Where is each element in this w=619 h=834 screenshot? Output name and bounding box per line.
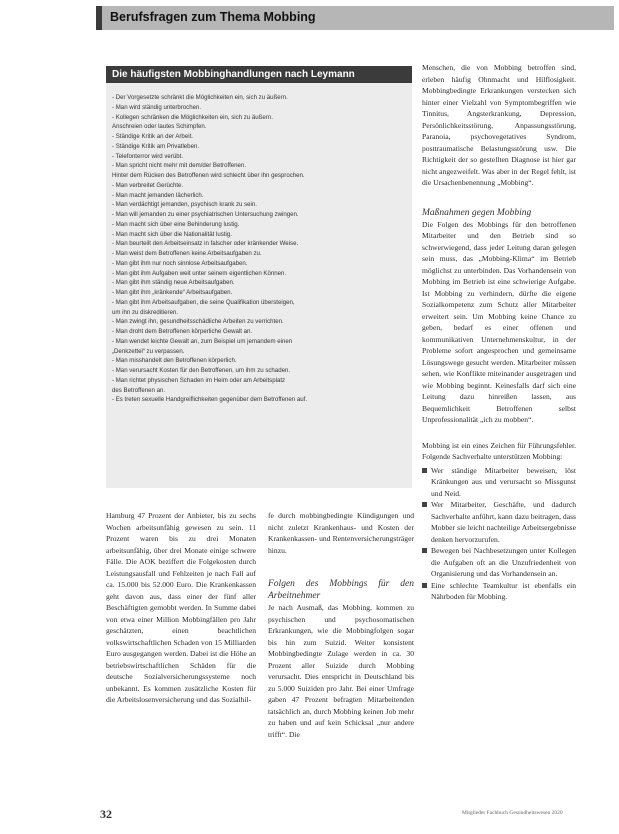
list-item: um ihn zu diskreditieren.	[112, 308, 179, 316]
list-item: - Man verbreitet Gerüchte.	[112, 181, 184, 189]
list-item: - Man wird ständig unterbrochen.	[112, 103, 202, 111]
footer-note: Mitglieder Fachbuch Gesundheitswesen 2020	[462, 810, 563, 816]
list-item: „Denkzettel“ zu verpassen.	[112, 347, 185, 355]
list-item: - Man misshandelt den Betroffenen körperlich.	[112, 357, 237, 365]
list-item: - Man gibt ihm Arbeitsaufgaben, die seine Qualifikation übersteigen,	[112, 298, 295, 306]
header-accent	[96, 6, 102, 30]
list-item: - Kollegen schränken die Möglichkeiten ein, sich zu äußern.	[112, 113, 273, 121]
right-column-intro: Menschen, die von Mobbing betroffen sind, erleben häufig Ohnmacht und Hilflosigkeit. Mobbingbedingte Erkrankungen verstecken sich hinter einer Vielzahl von Symptombegriffen wie Tinnitus, Angsterkrankung, Depression, Persönlichkeitsstörung, Anpassungsstörung, Paranoia, psychovegetatives Syndrom, posttraumatische Belastungsstörung usw. Die Richtigkeit der so gestellten Diagnose ist hier gar nicht angezweifelt. Was aber in der Regel fehlt, ist die Ursachenbenennung „Mobbing“.	[422, 63, 576, 187]
middle-section-title: Folgen des Mobbings für den Arbeitnehmer	[268, 579, 414, 601]
list-item: - Man gibt ihm Aufgaben weit unter seinem eigentlichen Können.	[112, 269, 287, 277]
right-list-intro: Mobbing ist ein eines Zeichen für Führungsfehler. Folgende Sachverhalte unterstützen Mobbing:	[422, 440, 576, 461]
info-box-title: Die häufigsten Mobbinghandlungen nach Leymann	[106, 66, 412, 83]
right-bullet-list	[422, 465, 576, 603]
page-header-title: Berufsfragen zum Thema Mobbing	[110, 10, 316, 24]
list-item: - Man richtet physischen Schaden im Heim oder am Arbeitsplatz	[112, 376, 286, 384]
middle-column	[268, 510, 414, 740]
list-item: - Man zwingt ihn, gesundheitsschädliche Arbeiten zu verrichten.	[112, 318, 284, 326]
list-item: - Ständige Kritik an der Arbeit.	[112, 133, 193, 140]
list-item: - Man beurteilt den Arbeitseinsatz in falscher oder kränkender Weise.	[112, 240, 299, 248]
list-item: Hinter dem Rücken des Betroffenen wird schlecht über ihn gesprochen.	[112, 172, 305, 179]
list-item: Anschreien oder lautes Schimpfen.	[112, 123, 207, 131]
list-item: - Telefonterror wird verübt.	[112, 152, 184, 160]
list-item: - Man spricht nicht mehr mit dem/der Betroffenen.	[112, 162, 247, 170]
list-item: - Man macht sich über eine Behinderung lustig.	[112, 220, 240, 228]
middle-section-text: Je nach Ausmaß, das Mobbing, kommen zu psychischen und psychosomatischen Erkrankungen, wie die Mobbingfolgen sogar bis hin zum Suizid. Weiter konsistent Mobbingbedingte Zulage werden in ca. 30 Prozent aller Suizide durch Mobbing verursacht. Dies entspricht in Deutschland bis zu 5.000 Suiziden pro Jahr. Bei einer Umfrage gaben 47 Prozent befragten Mitarbeitenden tatsächlich an, durch Mobbing keinen Job mehr zu haben und auf kein Schicksal „nur andere trifft“. Die	[268, 603, 414, 739]
right-section-text: Die Folgen des Mobbings für den betroffenen Mitarbeiter und den Betrieb sind so schwerwiegend, dass jeder Leitung daran gelegen sein muss, das „Mobbing-Klima“ im Betrieb möglichst zu unterbinden. Das Vorhandensein von Mobbing im Betrieb ist eine schwierige Aufgabe. Ist Mobbing zu verhindern, dürfte die eigene Sozialkompetenz zum Schutz aller Mitarbeiter erweitert sein. Um Mobbing keine Chance zu geben, bedarf es einer offenen und kommunikativen Unternehmenskultur, in der Probleme sofort angesprochen und gemeinsame Lösungswege gesucht werden. Mitarbeiter müssen sehen, wie Konflikte miteinander ausgetragen und wie Mobbing beginnt. Keinesfalls darf sich eine Leitung dazu hinreißen lassen, aus Bequemlichkeit Betroffenen selbst Unprofessionalität „ich zu mobben“.	[422, 219, 576, 424]
list-item: - Man gibt ihm ständig neue Arbeitsaufgaben.	[112, 279, 235, 287]
list-item: - Man macht sich über die Nationalität lustig.	[112, 230, 232, 238]
list-item: - Ständige Kritik am Privatleben.	[112, 142, 200, 150]
list-item: - Man gibt ihm „kränkende“ Arbeitsaufgaben.	[112, 289, 233, 296]
list-item: - Man will jemanden zu einer psychiatrischen Untersuchung zwingen.	[112, 211, 299, 218]
list-item: des Betroffenen an.	[112, 386, 166, 394]
list-item: Bewegen bei Nachbesetzungen unter Kollegen die Aufgaben oft an die Unzufriedenheit von Organisierung und das Vorhandensein an.	[422, 545, 576, 580]
left-column	[106, 510, 256, 706]
right-section-title: Maßnahmen gegen Mobbing	[422, 207, 532, 218]
page-number: 32	[100, 807, 112, 821]
list-item: - Man droht dem Betroffenen körperliche Gewalt an.	[112, 328, 253, 335]
list-item: Wer Mitarbeiter, Geschäfte, und dadurch Sachverhalte anführt, kann dazu beitragen, dass Mobber sie leicht nachteilige Arbeitsergebnisse denken hervorzurufen.	[422, 499, 576, 545]
list-item: - Man wendet leichte Gewalt an, zum Beispiel um jemandem einen	[112, 337, 293, 345]
list-item: - Man macht jemanden lächerlich.	[112, 191, 204, 199]
list-item: Wer ständige Mitarbeiter beweisen, löst Kränkungen aus und verursacht so Missgunst und Neid.	[422, 465, 576, 500]
info-box-list	[112, 93, 408, 405]
left-column-text: Hamburg 47 Prozent der Anbieter, bis zu sechs Wochen arbeitsunfähig gewesen zu sein. 11 Prozent waren bis zu drei Monaten arbeitsunfähig, über drei Monate einige schwere Fälle. Die AOK beziffert die Folgekosten durch Leistungsausfall und Fehlzeiten je nach Fall auf ca. 15.000 bis 52.000 Euro. Die Krankenkassen geht davon aus, dass einer der fünf aller Beschäftigten gemobbt werden. In Summe dabei von etwa einer Million Mobbingfällen pro Jahr geschätzten, einen beachtlichen volkswirtschaftlichen Schaden von 15 Milliarden Euro ausgegangen werden. Dabei ist die Höhe an betriebswirtschaftlichen Schäden für die deutsche Sozialversicherungssysteme noch unbekannt. Es kommen zusätzliche Kosten für die Arbeitslosenversicherung und das Sozialhil-	[106, 511, 256, 704]
list-item: - Man verdächtigt jemanden, psychisch krank zu sein.	[112, 201, 257, 209]
list-item: - Man verursacht Kosten für den Betroffenen, um ihm zu schaden.	[112, 367, 291, 374]
right-column	[422, 62, 576, 603]
list-item: - Man gibt ihm nur noch sinnlose Arbeitsaufgaben.	[112, 259, 248, 267]
list-item: - Es treten sexuelle Handgreiflichkeiten gegenüber dem Betroffenen auf.	[112, 396, 308, 404]
list-item: Eine schlechte Teamkultur ist ebenfalls ein Nährboden für Mobbing.	[422, 580, 576, 603]
list-item: - Man weist dem Betroffenen keine Arbeitsaufgaben zu.	[112, 250, 262, 257]
middle-column-text: fe durch mobbingbedingte Kündigungen und nicht zuletzt Krankenhaus- und Kosten der Krankenkassen- und Rentenversicherungsträger hinzu.	[268, 511, 414, 555]
list-item: - Der Vorgesetzte schränkt die Möglichkeiten ein, sich zu äußern.	[112, 94, 288, 101]
